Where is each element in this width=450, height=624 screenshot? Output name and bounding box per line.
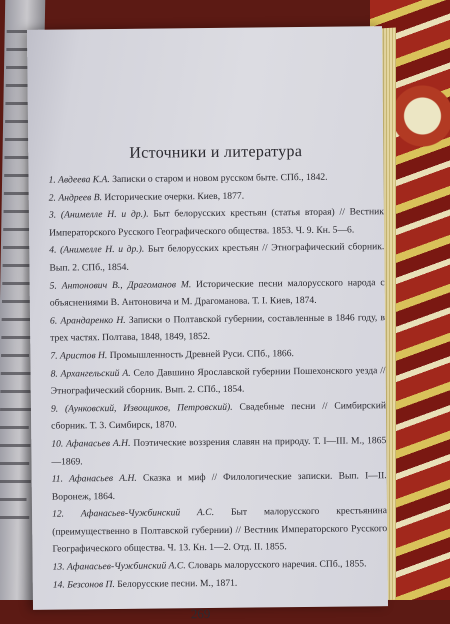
entry-author: 10. Афанасьев А.Н.: [51, 437, 131, 450]
entry-text: Село Давшино Ярославской губернии Пошехонского уезда // Этнографический сборник. Вып. 2. СПб., 1854.: [50, 364, 386, 397]
entry-author: 2. Андреев В.: [48, 191, 102, 204]
page-title: Источники и литература: [129, 142, 303, 162]
entry-author: 9. (Аунковский, Извощиков, Петровский).: [50, 401, 233, 415]
entry-author: 8. Архангельский А.: [50, 367, 131, 380]
bibliography-entry: [50, 309, 385, 348]
entry-text: Поэтические воззрения славян на природу. Т. I—III. М., 1865—1869.: [51, 435, 387, 468]
entry-text: Белорусские песни. М., 1871.: [114, 577, 238, 590]
entry-author: 7. Аристов Н.: [50, 349, 108, 362]
entry-author: 14. Безсонов П.: [52, 578, 115, 591]
entry-text: Быт белорусских крестьян // Этнографический сборник. Вып. 2. СПб., 1854.: [49, 241, 385, 274]
entry-text: Быт белорусских крестьян (статья вторая) // Вестник Императорского Русского Географического общества. 1853. Ч. 9. Кн. 5—6.: [49, 206, 384, 239]
entry-text: Записки о Полтавской губернии, составленные в 1846 году, в трех частях. Полтава, 1848, 1849, 1852.: [50, 311, 386, 344]
bibliography-entry: [49, 203, 384, 242]
entry-text: Словарь малорусского наречия. СПб., 1855.: [185, 558, 367, 572]
entry-author: 12. Афанасьев-Чужбинский А.С.: [51, 507, 215, 520]
entry-author: 6. Арандаренко Н.: [49, 314, 126, 327]
entry-author: 5. Антонович В., Драгоманов М.: [49, 278, 192, 292]
entry-author: 1. Авдеева К.А.: [48, 174, 110, 186]
bibliography-entry: [52, 467, 387, 506]
bibliography-entry: [51, 432, 386, 471]
entry-text: Исторические песни малорусского народа с объяснениями В. Антоновича и М. Драгоманова. Т. I. Киев, 1874.: [49, 276, 385, 309]
page-number: 269: [190, 605, 211, 622]
entry-text: Записки о старом и новом русском быте. СПб., 1842.: [109, 171, 328, 186]
entry-text: Быт малорусского крестьянина (преимущественно в Полтавской губернии) // Вестник Императорского Русского Географического общества. Ч. 13. Кн. 1—2. Отд. II. 1855.: [52, 505, 388, 556]
bibliography-entry: [52, 502, 388, 558]
entry-author: 3. (Анимелле Н. и др.).: [48, 208, 149, 221]
bibliography-entry: [53, 573, 388, 594]
entry-text: Свадебные песни // Симбирский сборник. Т. 3. Симбирск, 1870.: [51, 399, 386, 432]
bibliography-entry: [49, 239, 384, 278]
page-content: [48, 142, 388, 594]
entry-author: 4. (Анимелле Н. и др.).: [49, 244, 145, 257]
bibliography-entry: [50, 362, 385, 401]
entry-text: Исторические очерки. Киев, 1877.: [101, 190, 245, 203]
entry-text: Промышленность Древней Руси. СПб., 1866.: [107, 348, 294, 361]
book-page: [27, 26, 388, 622]
carpet-ornament: [395, 60, 450, 200]
bibliography-entry: [50, 274, 385, 313]
bibliography-entry: [51, 397, 386, 436]
entry-author: 13. Афанасьев-Чужбинский А.С.: [52, 560, 186, 573]
entry-author: 11. Афанасьев А.Н.: [51, 472, 137, 485]
entry-text: Сказка и миф // Филологические записки. Вып. I—II. Воронеж, 1864.: [51, 470, 387, 503]
bibliography-entry: [53, 555, 388, 576]
